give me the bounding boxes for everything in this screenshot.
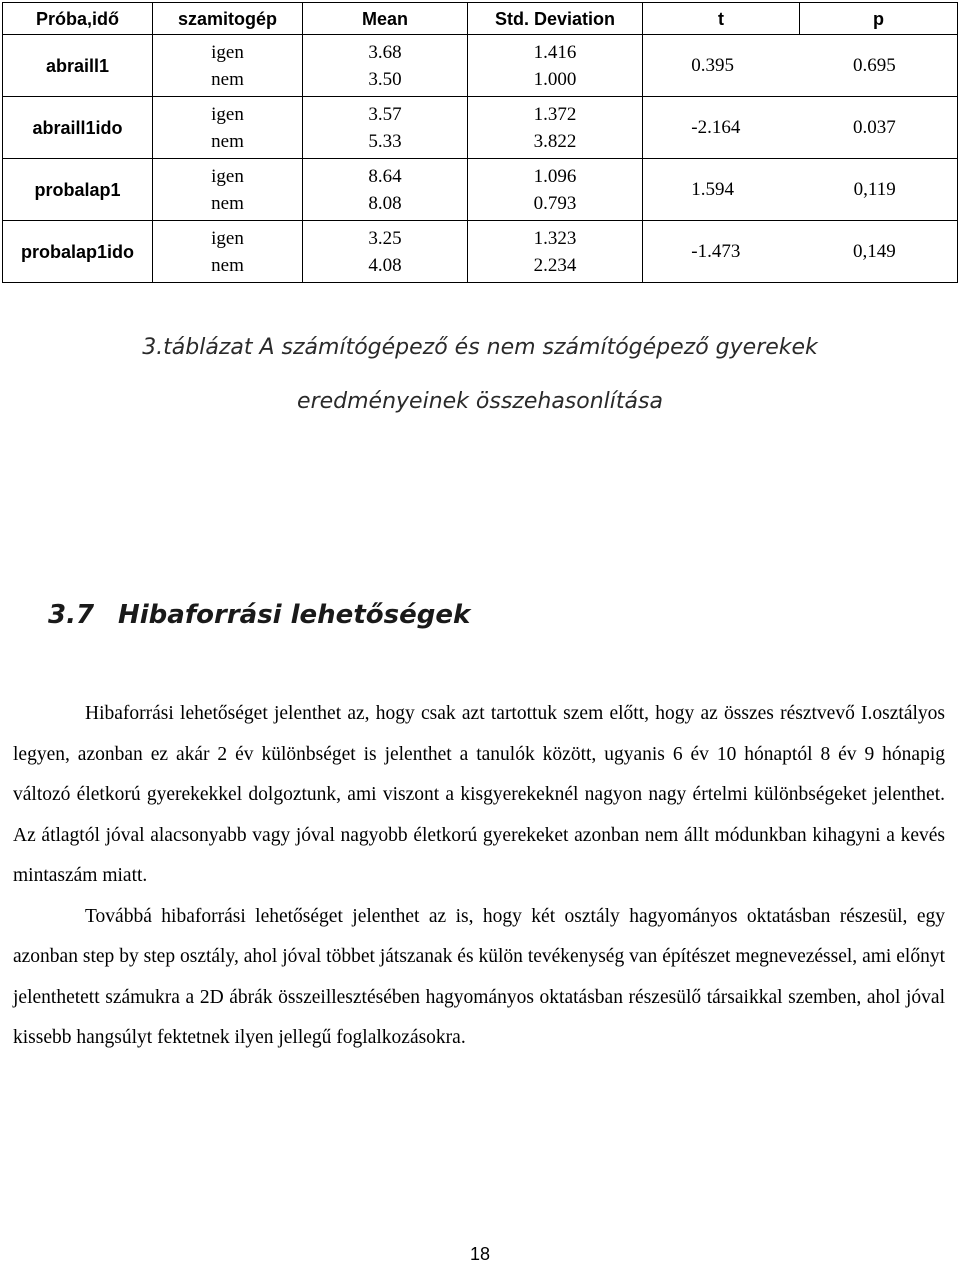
computer-cell: nem: [153, 190, 303, 221]
table-header-row: [3, 3, 958, 35]
results-table: [2, 2, 958, 283]
table-row: [3, 35, 958, 67]
t-p-cell: [643, 97, 958, 159]
sd-cell: 2.234: [468, 252, 643, 283]
t-p-cell: [643, 221, 958, 283]
t-p-cell: [643, 159, 958, 221]
p-value: 0.695: [852, 54, 896, 76]
header-cell-mean: Mean: [303, 3, 468, 35]
mean-cell: 8.64: [303, 159, 468, 191]
paragraph: Továbbá hibaforrási lehetőséget jelenthet az is, hogy két osztály hagyományos oktatásban részesül, egy azonban step by step osztály, ahol jóval többet játszanak és külön tevékenység van építészet megnevezéssel, ami előnyt jelenthetett számukra a 2D ábrák összeillesztésében hagyományos oktatásban részesülő társaikkal szemben, ahol jóval kissebb hangsúlyt fektetnek ilyen jellegű foglalkozásokra.: [13, 905, 945, 1048]
section-title: Hibaforrási lehetőségek: [118, 600, 471, 630]
test-name-cell: probalap1ido: [3, 221, 153, 283]
table-caption-line-2: eredményeinek összehasonlítása: [297, 389, 663, 414]
test-name-cell: abraill1: [3, 35, 153, 97]
mean-cell: 3.57: [303, 97, 468, 129]
sd-cell: 1.096: [468, 159, 643, 191]
test-name-cell: probalap1: [3, 159, 153, 221]
computer-cell: nem: [153, 128, 303, 159]
t-value: 1.594: [691, 178, 735, 200]
header-cell-p: p: [800, 3, 958, 35]
header-cell-computer: szamitogép: [153, 3, 303, 35]
sd-cell: 1.372: [468, 97, 643, 129]
sd-cell: 1.416: [468, 35, 643, 67]
computer-cell: nem: [153, 252, 303, 283]
header-cell-std-deviation: Std. Deviation: [468, 3, 643, 35]
table-row: [3, 159, 958, 191]
body-text: [13, 694, 945, 1059]
mean-cell: 3.68: [303, 35, 468, 67]
paragraph: Hibaforrási lehetőséget jelenthet az, hogy csak azt tartottuk szem előtt, hogy az összes résztvevő I.osztályos legyen, azonban ez akár 2 év különbséget is jelenthet a tanulók között, ugyanis 6 év 10 hónaptól 8 év 9 hónapig változó életkorú gyerekekkel dolgoztunk, ami viszont a kisgyerekeknél nagyon nagy értelmi különbségeket jelenthet. Az átlagtól jóval alacsonyabb vagy jóval nagyobb életkorú gyerekeket azonban nem állt módunkban kihagyni a kevés mintaszám miatt.: [13, 703, 945, 886]
p-value: 0,119: [853, 178, 896, 200]
mean-cell: 4.08: [303, 252, 468, 283]
t-value: -1.473: [691, 240, 741, 262]
computer-cell: igen: [153, 35, 303, 67]
mean-cell: 8.08: [303, 190, 468, 221]
p-value: 0.037: [852, 116, 896, 138]
mean-cell: 5.33: [303, 128, 468, 159]
t-p-cell: [643, 35, 958, 97]
table-row: [3, 221, 958, 253]
header-cell-t: t: [643, 3, 800, 35]
t-value: -2.164: [691, 116, 741, 138]
section-number: 3.7: [48, 600, 95, 630]
sd-cell: 3.822: [468, 128, 643, 159]
table-row: [3, 97, 958, 129]
p-value: 0,149: [852, 240, 896, 262]
mean-cell: 3.50: [303, 66, 468, 97]
sd-cell: 1.000: [468, 66, 643, 97]
computer-cell: igen: [153, 221, 303, 253]
t-value: 0.395: [691, 54, 735, 76]
section-heading: [48, 600, 470, 630]
computer-cell: igen: [153, 97, 303, 129]
computer-cell: igen: [153, 159, 303, 191]
test-name-cell: abraill1ido: [3, 97, 153, 159]
sd-cell: 1.323: [468, 221, 643, 253]
computer-cell: nem: [153, 66, 303, 97]
header-cell-test: Próba,idő: [3, 3, 153, 35]
page-number: 18: [469, 1244, 491, 1264]
table-caption-line-1: 3.táblázat A számítógépező és nem számítógépező gyerekek: [142, 335, 818, 360]
sd-cell: 0.793: [468, 190, 643, 221]
mean-cell: 3.25: [303, 221, 468, 253]
